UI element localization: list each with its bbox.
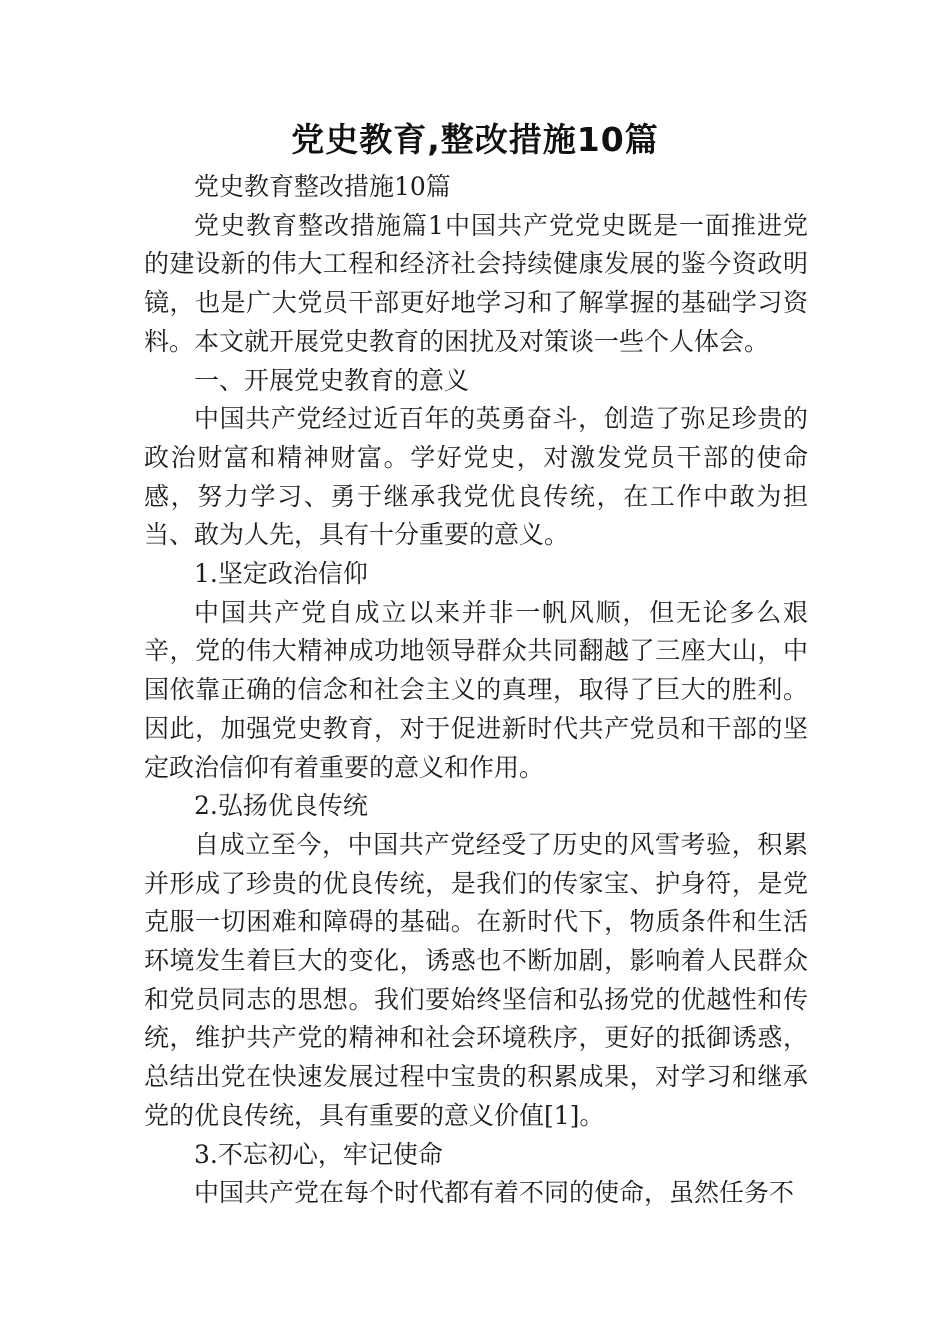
- section-heading-significance: 一、开展党史教育的意义: [194, 365, 470, 395]
- document-body: [144, 168, 808, 1213]
- paragraph-political-belief: 中国共产党自成立以来并非一帆风顺，但无论多么艰辛，党的伟大精神成功地领导群众共同翻越了三座大山，中国依靠正确的信念和社会主义的真理，取得了巨大的胜利。因此，加强党史教育，对于促进新时代共产党员和干部的坚定政治信仰有着重要的意义和作用。: [144, 597, 808, 782]
- paragraph-subtitle: 党史教育整改措施10篇: [194, 172, 451, 201]
- paragraph-intro: 党史教育整改措施篇1中国共产党党史既是一面推进党的建设新的伟大工程和经济社会持续健康发展的鉴今资政明镜，也是广大党员干部更好地学习和了解掌握的基础学习资料。本文就开展党史教育的困扰及对策谈一些个人体会。: [144, 210, 808, 356]
- subheading-fine-traditions: 2.弘扬优良传统: [194, 791, 368, 821]
- paragraph-fine-traditions: 自成立至今，中国共产党经受了历史的风雪考验，积累并形成了珍贵的优良传统，是我们的传家宝、护身符，是党克服一切困难和障碍的基础。在新时代下，物质条件和生活环境发生着巨大的变化，诱惑也不断加剧，影响着人民群众和党员同志的思想。我们要始终坚信和弘扬党的优越性和传统，维护共产党的精神和社会环境秩序，更好的抵御诱惑，总结出党在快速发展过程中宝贵的积累成果，对学习和继承党的优良传统，具有重要的意义价值[1]。: [144, 829, 808, 1130]
- paragraph-significance: 中国共产党经过近百年的英勇奋斗，创造了弥足珍贵的政治财富和精神财富。学好党史，对激发党员干部的使命感，努力学习、勇于继承我党优良传统，在工作中敢为担当、敢为人先，具有十分重要的意义。: [144, 404, 808, 550]
- document-title: 党史教育,整改措施10篇: [291, 120, 659, 159]
- subheading-original-mission: 3.不忘初心，牢记使命: [194, 1139, 443, 1169]
- subheading-political-belief: 1.坚定政治信仰: [194, 559, 368, 589]
- paragraph-original-mission: 中国共产党在每个时代都有着不同的使命，虽然任务不: [194, 1178, 795, 1208]
